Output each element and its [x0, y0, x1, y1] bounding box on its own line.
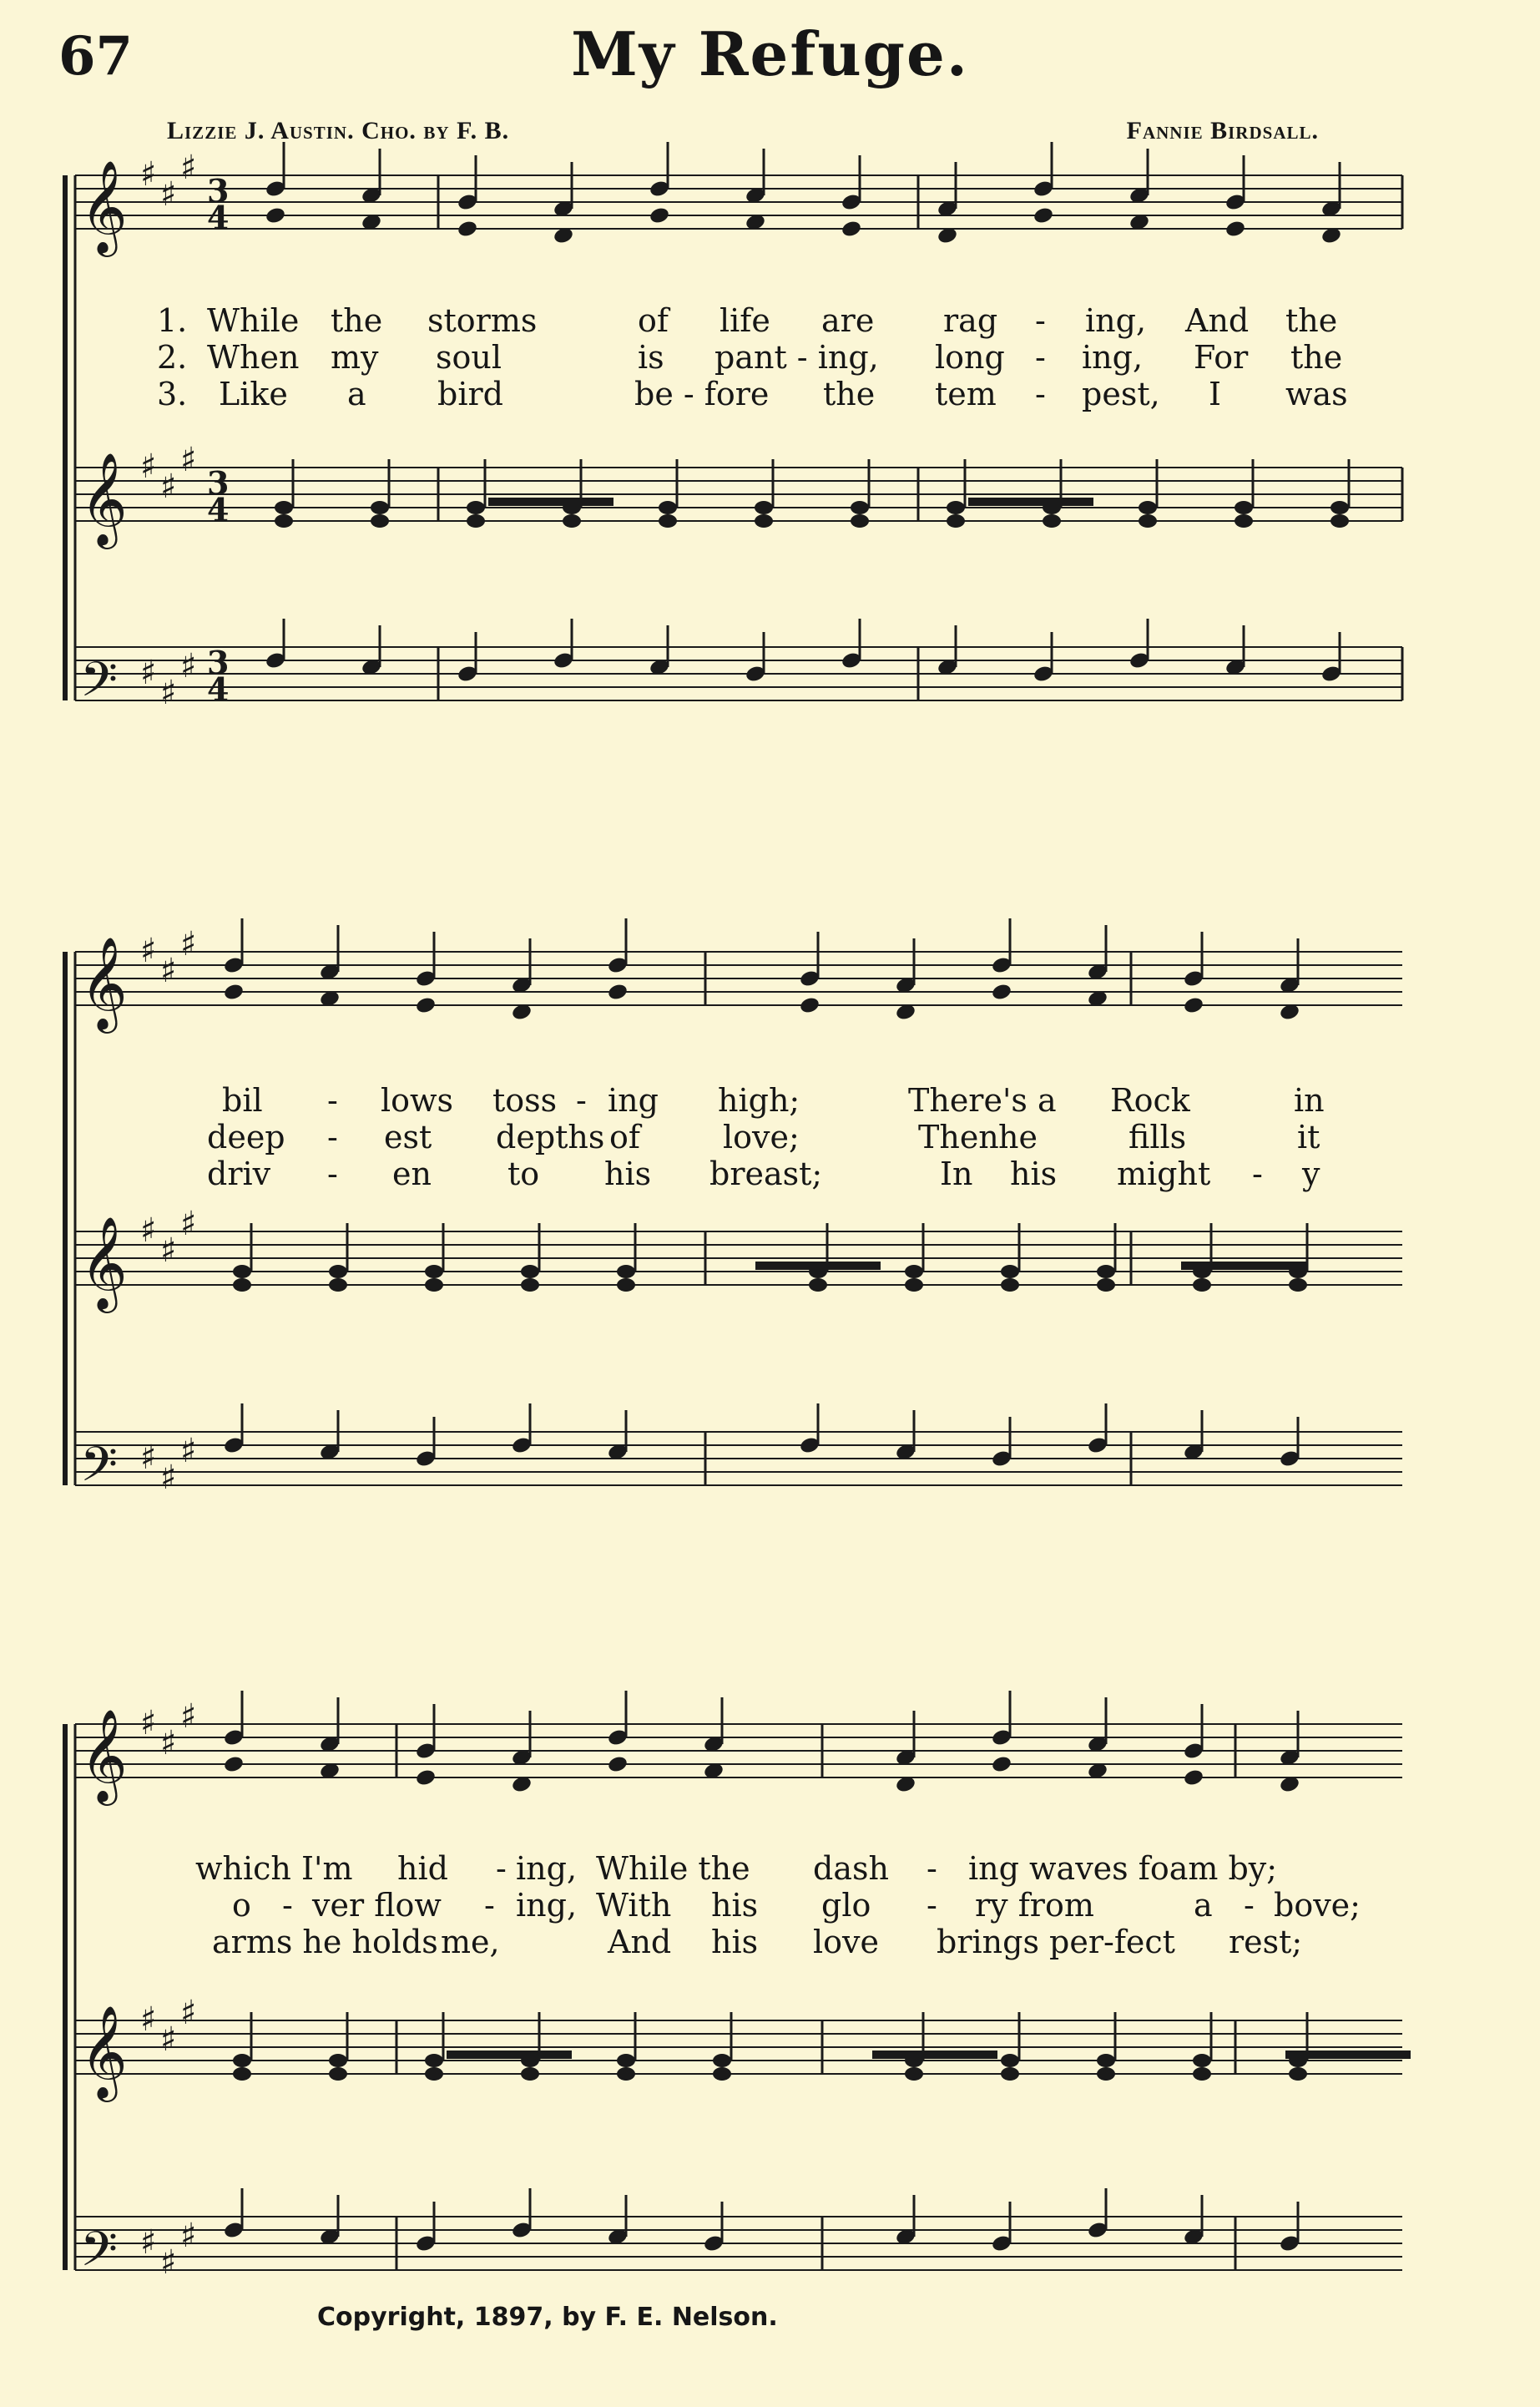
lyric-syllable: life: [720, 302, 770, 339]
sharp-icon: ♯: [180, 1432, 197, 1470]
lyric-syllable: -: [576, 1082, 587, 1119]
time-signature-denominator: 4: [207, 199, 230, 236]
lyric-syllable: love: [813, 1924, 879, 1960]
lyrics-s2-v1: [0, 1082, 1540, 1119]
note-head: [1097, 1265, 1115, 1278]
lyric-syllable: driv: [207, 1155, 271, 1192]
sharp-icon: ♯: [160, 1231, 177, 1270]
note-beam: [872, 2051, 997, 2059]
lyric-syllable: his: [711, 1887, 759, 1924]
sharp-icon: ♯: [140, 932, 157, 970]
sharp-icon: ♯: [160, 468, 177, 506]
bass-clef-icon: 𝄢: [80, 1436, 119, 1504]
note-head: [275, 514, 293, 528]
lyric-syllable: -: [1035, 302, 1046, 339]
note-head: [713, 2054, 731, 2067]
composer-credit: Fannie Birdsall.: [1126, 117, 1319, 144]
lyric-syllable: pest,: [1082, 376, 1160, 412]
note-head: [1289, 1278, 1307, 1292]
lyric-syllable: deep: [207, 1119, 285, 1155]
lyric-syllable: Like: [219, 376, 288, 412]
lyric-syllable: was: [1285, 376, 1348, 412]
lyric-syllable: ing,: [516, 1850, 578, 1887]
lyric-syllable: breast;: [709, 1155, 823, 1192]
lyric-syllable: my: [331, 339, 379, 376]
note-head: [755, 514, 773, 528]
sharp-icon: ♯: [180, 1205, 197, 1243]
lyric-syllable: love;: [723, 1119, 800, 1155]
lyric-syllable: to: [507, 1155, 540, 1192]
note-head: [425, 2067, 443, 2081]
note-head: [617, 1265, 635, 1278]
treble-clef-icon: 𝄞: [80, 2005, 128, 2098]
lyric-syllable: -: [282, 1887, 293, 1924]
lyric-syllable: And: [608, 1924, 672, 1960]
note-beam: [968, 498, 1093, 506]
note-head: [329, 2067, 347, 2081]
note-head: [233, 2054, 251, 2067]
note-head: [659, 514, 677, 528]
note-head: [329, 1265, 347, 1278]
note-head: [991, 983, 1012, 1002]
lyric-syllable: the: [823, 376, 876, 412]
treble-clef-icon: 𝄞: [80, 159, 128, 253]
lyrics-s1-v1: [0, 302, 1540, 339]
note-head: [1001, 2054, 1019, 2067]
sharp-icon: ♯: [160, 2020, 177, 2059]
note-head: [1330, 501, 1349, 514]
lyric-syllable: -: [1244, 1887, 1255, 1924]
lyric-syllable: Rock: [1110, 1082, 1190, 1119]
sharp-icon: ♯: [140, 1211, 157, 1250]
lyric-syllable: of: [638, 302, 669, 339]
note-head: [233, 1265, 251, 1278]
lyric-syllable: I: [1209, 376, 1222, 412]
note-head: [607, 983, 629, 1002]
lyric-syllable: While: [207, 302, 300, 339]
note-head: [809, 1278, 827, 1292]
treble-clef-icon: 𝄞: [80, 936, 128, 1029]
lyric-syllable: it: [1297, 1119, 1320, 1155]
note-head: [1001, 1278, 1019, 1292]
lyric-syllable: -: [927, 1887, 937, 1924]
lyric-syllable: the: [1290, 339, 1343, 376]
lyric-syllable: the: [331, 302, 383, 339]
bass-clef-icon: 𝄢: [80, 651, 119, 720]
lyric-syllable: There's a: [908, 1082, 1057, 1119]
sharp-icon: ♯: [180, 149, 197, 187]
note-head: [1033, 206, 1054, 225]
lyrics-s1-v3: [0, 376, 1540, 412]
time-signature-numerator: 3: [207, 464, 230, 502]
sharp-icon: ♯: [160, 952, 177, 990]
note-head: [467, 514, 485, 528]
lyric-syllable: toss: [492, 1082, 558, 1119]
time-signature-numerator: 3: [207, 644, 230, 681]
note-head: [1289, 2067, 1307, 2081]
note-head: [617, 1278, 635, 1292]
lyric-syllable: ry from: [975, 1887, 1094, 1924]
sharp-icon: ♯: [140, 1704, 157, 1742]
note-head: [425, 1265, 443, 1278]
note-head: [1001, 1265, 1019, 1278]
sharp-icon: ♯: [180, 925, 197, 963]
lyric-syllable: his: [604, 1155, 652, 1192]
lyric-syllable: ver flow: [312, 1887, 442, 1924]
note-head: [425, 2054, 443, 2067]
lyric-syllable: tem: [935, 376, 997, 412]
lyric-syllable: in: [1294, 1082, 1325, 1119]
lyric-syllable: rag: [943, 302, 998, 339]
lyric-syllable: rest;: [1229, 1924, 1303, 1960]
sharp-icon: ♯: [180, 2217, 197, 2255]
note-head: [799, 996, 820, 1015]
note-beam: [447, 2051, 572, 2059]
lyric-syllable: pant - ing,: [714, 339, 879, 376]
lyric-syllable: And: [1185, 302, 1250, 339]
note-head: [1097, 2054, 1115, 2067]
lyric-syllable: When: [207, 339, 300, 376]
lyric-syllable: me,: [441, 1924, 500, 1960]
note-head: [851, 501, 869, 514]
lyrics-s2-v3: [0, 1155, 1540, 1192]
sharp-icon: ♯: [140, 2000, 157, 2039]
note-head: [1183, 996, 1204, 1015]
note-head: [851, 514, 869, 528]
note-head: [371, 501, 389, 514]
sharp-icon: ♯: [160, 1724, 177, 1762]
sharp-icon: ♯: [160, 1459, 177, 1497]
lyric-syllable: hid: [397, 1850, 448, 1887]
lyric-syllable: depths: [496, 1119, 605, 1155]
time-signature-denominator: 4: [207, 670, 230, 708]
note-head: [521, 1265, 539, 1278]
lyric-syllable: soul: [436, 339, 502, 376]
note-head: [1097, 2067, 1115, 2081]
note-head: [905, 2067, 923, 2081]
lyric-syllable: the: [1285, 302, 1338, 339]
note-head: [1193, 2067, 1211, 2081]
lyric-syllable: his: [711, 1924, 759, 1960]
lyric-syllable: For: [1194, 339, 1249, 376]
note-head: [425, 1278, 443, 1292]
verse-number: 2.: [157, 339, 188, 376]
note-head: [467, 501, 485, 514]
note-beam: [1285, 2051, 1411, 2059]
note-head: [233, 1278, 251, 1292]
lyric-syllable: Then: [918, 1119, 999, 1155]
lyric-syllable: ing,: [516, 1887, 578, 1924]
verse-number: 3.: [157, 376, 188, 412]
note-head: [1043, 514, 1061, 528]
lyric-syllable: bil: [222, 1082, 263, 1119]
time-signature-numerator: 3: [207, 172, 230, 210]
lyric-syllable: be - fore: [634, 376, 770, 412]
sharp-icon: ♯: [140, 448, 157, 486]
note-head: [905, 1265, 923, 1278]
lyric-syllable: -: [496, 1850, 507, 1887]
lyric-syllable: is: [638, 339, 664, 376]
note-head: [649, 206, 670, 225]
note-head: [713, 2067, 731, 2081]
lyric-syllable: ing: [608, 1082, 659, 1119]
lyric-syllable: ing waves foam by;: [968, 1850, 1278, 1887]
note-head: [371, 514, 389, 528]
sharp-icon: ♯: [180, 1697, 197, 1736]
sharp-icon: ♯: [180, 647, 197, 685]
sharp-icon: ♯: [160, 2243, 177, 2282]
lyric-syllable: -: [1035, 339, 1046, 376]
lyrics-s3-v2: [0, 1887, 1540, 1924]
sharp-icon: ♯: [140, 654, 157, 692]
note-head: [905, 1278, 923, 1292]
sharp-icon: ♯: [180, 1994, 197, 2032]
lyric-syllable: dash: [813, 1850, 889, 1887]
lyric-syllable: high;: [718, 1082, 800, 1119]
lyric-syllable: y: [1302, 1155, 1320, 1192]
lyric-syllable: he: [998, 1119, 1038, 1155]
lyric-syllable: en: [392, 1155, 432, 1192]
sharp-icon: ♯: [140, 155, 157, 194]
note-head: [275, 501, 293, 514]
note-head: [617, 2067, 635, 2081]
note-head: [841, 220, 862, 239]
note-head: [415, 1768, 437, 1788]
lyric-syllable: long: [935, 339, 1005, 376]
note-head: [1193, 2054, 1211, 2067]
treble-clef-icon: 𝄞: [80, 1216, 128, 1309]
note-head: [329, 1278, 347, 1292]
note-head: [1193, 1278, 1211, 1292]
lyric-syllable: -: [927, 1850, 937, 1887]
time-signature-denominator: 4: [207, 491, 230, 528]
bass-clef-icon: 𝄢: [80, 2221, 119, 2289]
lyric-syllable: arms he holds: [212, 1924, 438, 1960]
note-head: [521, 2067, 539, 2081]
note-head: [1001, 2067, 1019, 2081]
lyric-syllable: ing,: [1082, 339, 1144, 376]
lyric-syllable: -: [327, 1155, 338, 1192]
lyric-syllable: which I'm: [195, 1850, 353, 1887]
note-head: [617, 2054, 635, 2067]
verse-number: 1.: [157, 302, 188, 339]
note-head: [947, 514, 965, 528]
note-head: [233, 2067, 251, 2081]
lyric-syllable: lows: [381, 1082, 454, 1119]
treble-clef-icon: 𝄞: [80, 452, 128, 545]
note-head: [1139, 514, 1157, 528]
lyric-syllable: -: [327, 1082, 338, 1119]
note-beam: [1181, 1262, 1306, 1270]
note-head: [457, 220, 478, 239]
note-head: [563, 514, 581, 528]
lyric-syllable: ing,: [1085, 302, 1147, 339]
note-beam: [755, 1262, 881, 1270]
copyright-notice: Copyright, 1897, by F. E. Nelson.: [317, 2303, 778, 2332]
sharp-icon: ♯: [160, 674, 177, 712]
lyric-syllable: -: [1035, 376, 1046, 412]
lyrics-s2-v2: [0, 1119, 1540, 1155]
lyric-syllable: might: [1117, 1155, 1211, 1192]
lyric-syllable: -: [327, 1119, 338, 1155]
page-number: 67: [58, 25, 134, 88]
lyric-syllable: In: [940, 1155, 973, 1192]
lyrics-s3-v1: [0, 1850, 1540, 1887]
lyric-syllable: -: [484, 1887, 495, 1924]
hymn-title: My Refuge.: [571, 18, 969, 89]
note-head: [1235, 501, 1253, 514]
sharp-icon: ♯: [160, 175, 177, 214]
note-head: [415, 996, 437, 1015]
lyric-syllable: bird: [437, 376, 503, 412]
lyrics-s3-v3: [0, 1924, 1540, 1960]
note-head: [329, 2054, 347, 2067]
lyric-syllable: of: [609, 1119, 640, 1155]
note-head: [1097, 1278, 1115, 1292]
note-head: [1139, 501, 1157, 514]
note-head: [947, 501, 965, 514]
note-head: [223, 983, 245, 1002]
lyric-syllable: a: [1194, 1887, 1213, 1924]
lyric-syllable: a: [347, 376, 366, 412]
sharp-icon: ♯: [180, 441, 197, 479]
lyric-syllable: est: [384, 1119, 432, 1155]
sharp-icon: ♯: [140, 1439, 157, 1477]
note-head: [1235, 514, 1253, 528]
lyric-syllable: storms: [427, 302, 538, 339]
lyricist-credit: Lizzie J. Austin. Cho. by F. B.: [167, 117, 510, 144]
treble-clef-icon: 𝄞: [80, 1708, 128, 1802]
lyric-syllable: With: [596, 1887, 672, 1924]
lyric-syllable: brings per-fect: [937, 1924, 1175, 1960]
lyric-syllable: his: [1010, 1155, 1058, 1192]
note-head: [607, 1755, 629, 1774]
note-head: [1330, 514, 1349, 528]
lyric-syllable: While the: [596, 1850, 750, 1887]
sharp-icon: ♯: [140, 2223, 157, 2262]
note-head: [265, 206, 286, 225]
lyric-syllable: fills: [1128, 1119, 1187, 1155]
lyric-syllable: bove;: [1274, 1887, 1361, 1924]
lyric-syllable: o: [232, 1887, 251, 1924]
lyric-syllable: -: [1252, 1155, 1263, 1192]
lyric-syllable: glo: [821, 1887, 871, 1924]
note-beam: [488, 498, 613, 506]
note-head: [991, 1755, 1012, 1774]
lyric-syllable: are: [821, 302, 875, 339]
note-head: [521, 1278, 539, 1292]
note-head: [1183, 1768, 1204, 1788]
lyrics-s1-v2: [0, 339, 1540, 376]
note-head: [1224, 220, 1246, 239]
note-head: [659, 501, 677, 514]
note-head: [755, 501, 773, 514]
note-head: [223, 1755, 245, 1774]
